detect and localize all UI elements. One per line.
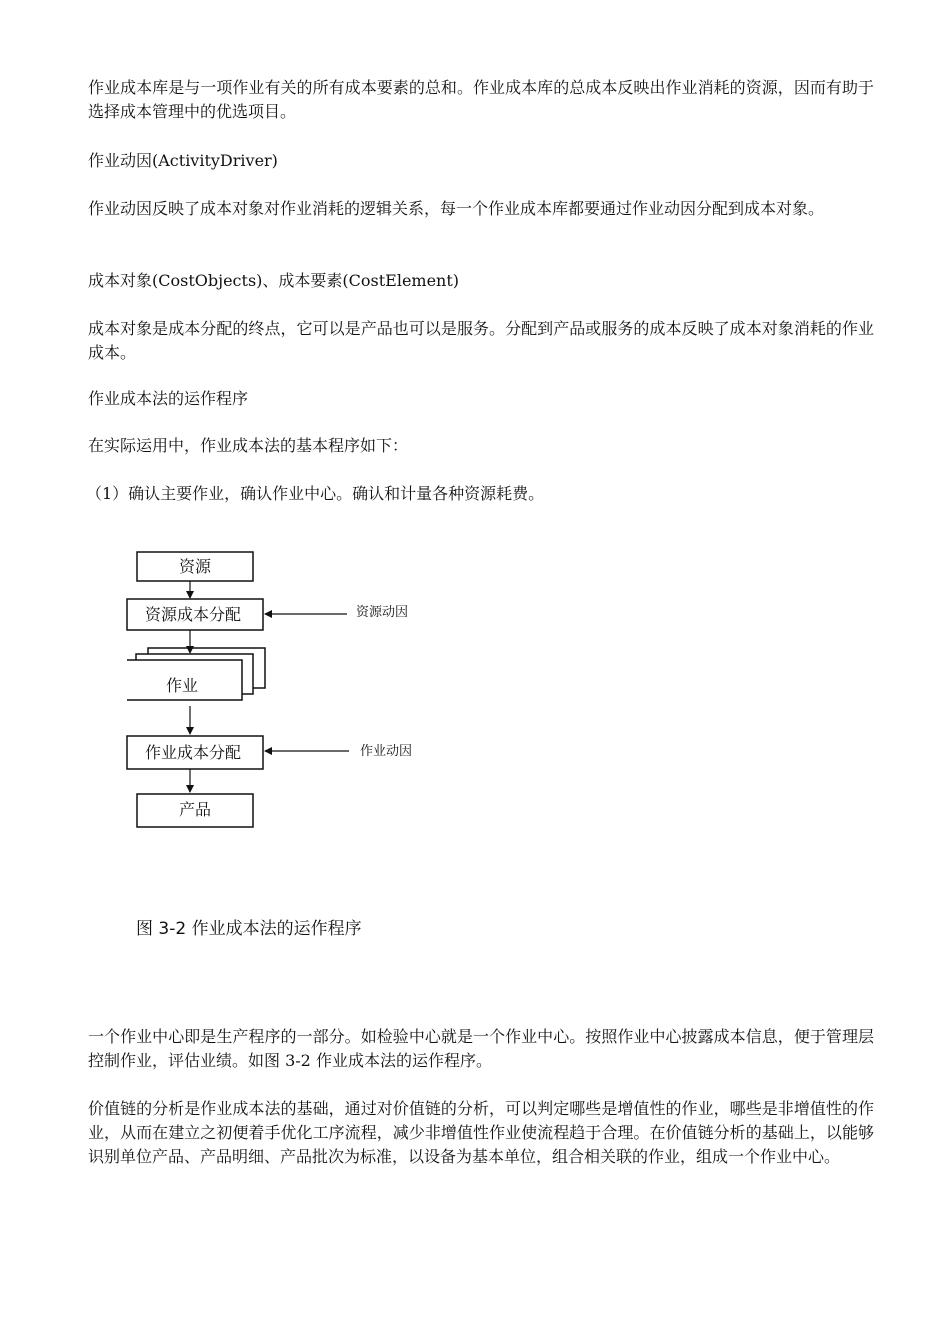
heading-cost-objects: 成本对象(CostObjects)、成本要素(CostElement) [88, 271, 460, 290]
activity-allocation-label: 作业成本分配 [144, 743, 242, 762]
activity-box-label: 作业 [165, 676, 199, 695]
paragraph-activity-cost-pool: 作业成本库是与一项作业有关的所有成本要素的总和。作业成本库的总成本反映出作业消耗的资源，因而有助于选择成本管理中的优选项目。 [88, 78, 874, 121]
product-box-label: 产品 [178, 800, 212, 819]
activity-driver-label: 作业动因 [360, 744, 413, 759]
paragraph-activity-center: 一个作业中心即是生产程序的一部分。如检验中心就是一个作业中心。按照作业中心披露成本信息，便于管理层控制作业，评估业绩。如图 3-2 作业成本法的运作程序。 [88, 1027, 874, 1070]
resource-driver-label: 资源动因 [356, 605, 409, 620]
paragraph-activity-driver: 作业动因反映了成本对象对作业消耗的逻辑关系，每一个作业成本库都要通过作业动因分配到成本对象。 [88, 199, 825, 218]
paragraph-basic-procedure-intro: 在实际运用中，作业成本法的基本程序如下： [88, 436, 409, 455]
list-item-step-1: （1）确认主要作业，确认作业中心。确认和计量各种资源耗费。 [86, 484, 545, 503]
resource-allocation-label: 资源成本分配 [144, 605, 242, 624]
figure-caption: 图 3-2 作业成本法的运作程序 [136, 919, 362, 939]
heading-operating-procedure: 作业成本法的运作程序 [88, 389, 249, 408]
abc-flow-diagram [120, 545, 440, 835]
resource-box-label: 资源 [178, 557, 212, 576]
paragraph-cost-objects: 成本对象是成本分配的终点，它可以是产品也可以是服务。分配到产品或服务的成本反映了成本对象消耗的作业成本。 [88, 319, 874, 362]
heading-activity-driver: 作业动因(ActivityDriver) [88, 151, 278, 170]
paragraph-value-chain: 价值链的分析是作业成本法的基础，通过对价值链的分析，可以判定哪些是增值性的作业，哪些是非增值性的作业，从而在建立之初便着手优化工序流程，减少非增值性作业使流程趋于合理。在价值链分析的基础上，以能够识别单位产品、产品明细、产品批次为标准，以设备为基本单位，组合相关联的作业，组成一个作业中心。 [88, 1099, 874, 1166]
